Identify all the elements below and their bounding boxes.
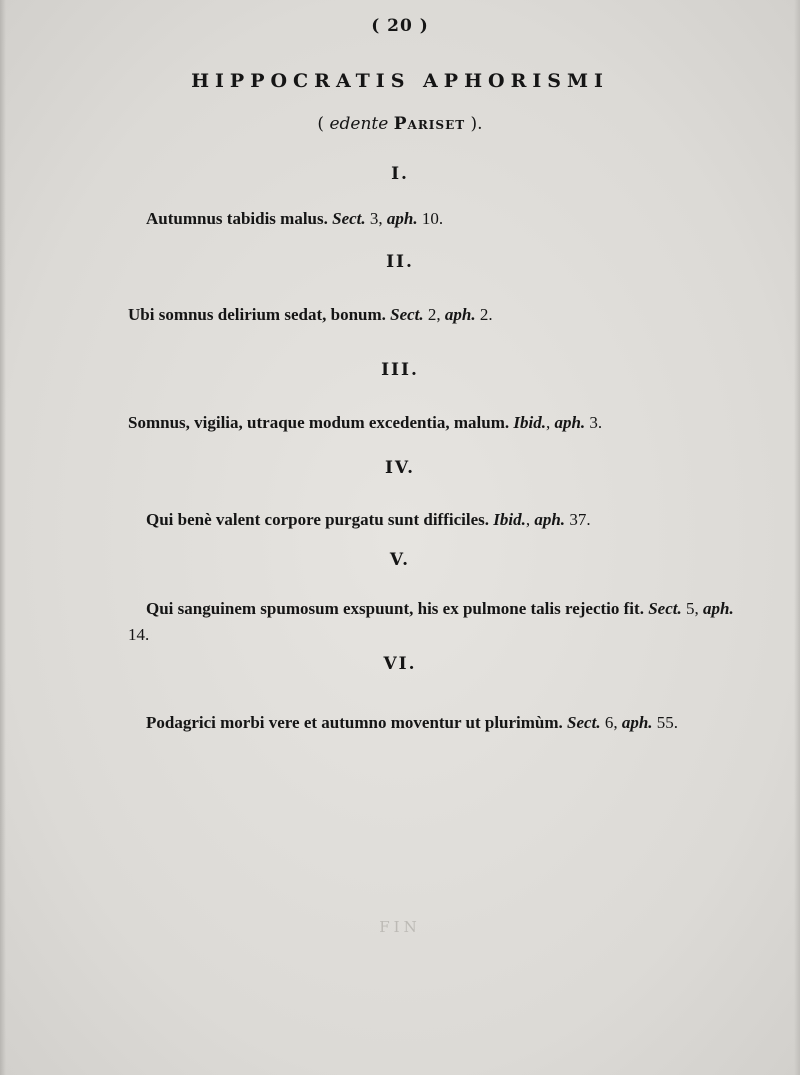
aphorism-ref-aph-1: aph. xyxy=(386,209,418,228)
aphorism-3 xyxy=(128,410,754,436)
aphorism-ref-aph-num-3: 3. xyxy=(589,413,603,432)
aphorism-ref-sect-4: Ibid. xyxy=(493,510,526,529)
subtitle-editor-name: Pariset xyxy=(393,114,466,134)
aphorism-ref-sect-6: Sect. xyxy=(567,713,601,732)
aphorism-ref-aph-6: aph. xyxy=(621,713,653,732)
aphorism-ref-sect-num-1: 3, xyxy=(369,209,383,228)
page-title: HIPPOCRATIS APHORISMI xyxy=(191,70,609,92)
aphorism-ref-sect-1: Sect. xyxy=(332,209,366,228)
aphorism-text-2: Ubi somnus delirium sedat, bonum. xyxy=(128,305,386,324)
aphorism-text-3: Somnus, vigilia, utraque modum excedentia, malum. xyxy=(128,413,510,432)
aphorism-text-6: Podagrici morbi vere et autumno moventur ut plurimùm. xyxy=(146,713,563,732)
aphorism-ref-aph-5: aph. xyxy=(702,599,734,618)
aphorism-1 xyxy=(128,206,748,232)
aphorism-ref-aph-num-4: 37. xyxy=(569,510,591,529)
aphorism-numeral-1: I. xyxy=(391,164,409,184)
page-subtitle xyxy=(0,114,800,134)
aphorism-6 xyxy=(128,710,754,736)
page-edge-right xyxy=(794,0,800,1075)
aphorism-numeral-6: VI. xyxy=(383,654,417,674)
page-edge-left xyxy=(0,0,6,1075)
aphorism-text-4: Qui benè valent corpore purgatu sunt difficiles. xyxy=(146,510,489,529)
aphorism-2 xyxy=(128,302,748,328)
aphorism-ref-aph-num-5: 14. xyxy=(128,625,150,644)
subtitle-close: ). xyxy=(465,114,483,134)
aphorism-numeral-4: IV. xyxy=(384,458,416,478)
aphorism-numeral-5: V. xyxy=(389,550,411,570)
aphorism-ref-sect-5: Sect. xyxy=(648,599,682,618)
aphorism-text-5: Qui sanguinem spumosum exspuunt, his ex pulmone talis rejectio fit. xyxy=(146,599,644,618)
aphorism-ref-aph-num-6: 55. xyxy=(656,713,679,732)
subtitle-edente: edente xyxy=(329,114,389,134)
aphorism-ref-sect-num-3: , xyxy=(545,413,551,432)
aphorism-numeral-2: II. xyxy=(386,252,414,272)
aphorism-ref-aph-3: aph. xyxy=(554,413,586,432)
bleed-through-text: FIN xyxy=(379,918,421,936)
page-number: ( 20 ) xyxy=(371,16,429,36)
aphorism-ref-aph-4: aph. xyxy=(534,510,566,529)
aphorism-ref-sect-3: Ibid. xyxy=(513,413,546,432)
aphorism-4 xyxy=(128,507,748,533)
aphorism-ref-sect-num-5: 5, xyxy=(685,599,699,618)
aphorism-ref-aph-num-1: 10. xyxy=(421,209,444,228)
aphorism-ref-aph-num-2: 2. xyxy=(479,305,493,324)
aphorism-ref-sect-num-6: 6, xyxy=(604,713,618,732)
aphorism-ref-aph-2: aph. xyxy=(444,305,476,324)
aphorism-ref-sect-num-4: , xyxy=(525,510,531,529)
aphorism-ref-sect-2: Sect. xyxy=(390,305,424,324)
aphorism-numeral-3: III. xyxy=(381,360,419,380)
aphorism-5 xyxy=(128,596,754,648)
subtitle-open: ( xyxy=(317,114,330,134)
aphorism-ref-sect-num-2: 2, xyxy=(427,305,441,324)
aphorism-text-1: Autumnus tabidis malus. xyxy=(146,209,328,228)
